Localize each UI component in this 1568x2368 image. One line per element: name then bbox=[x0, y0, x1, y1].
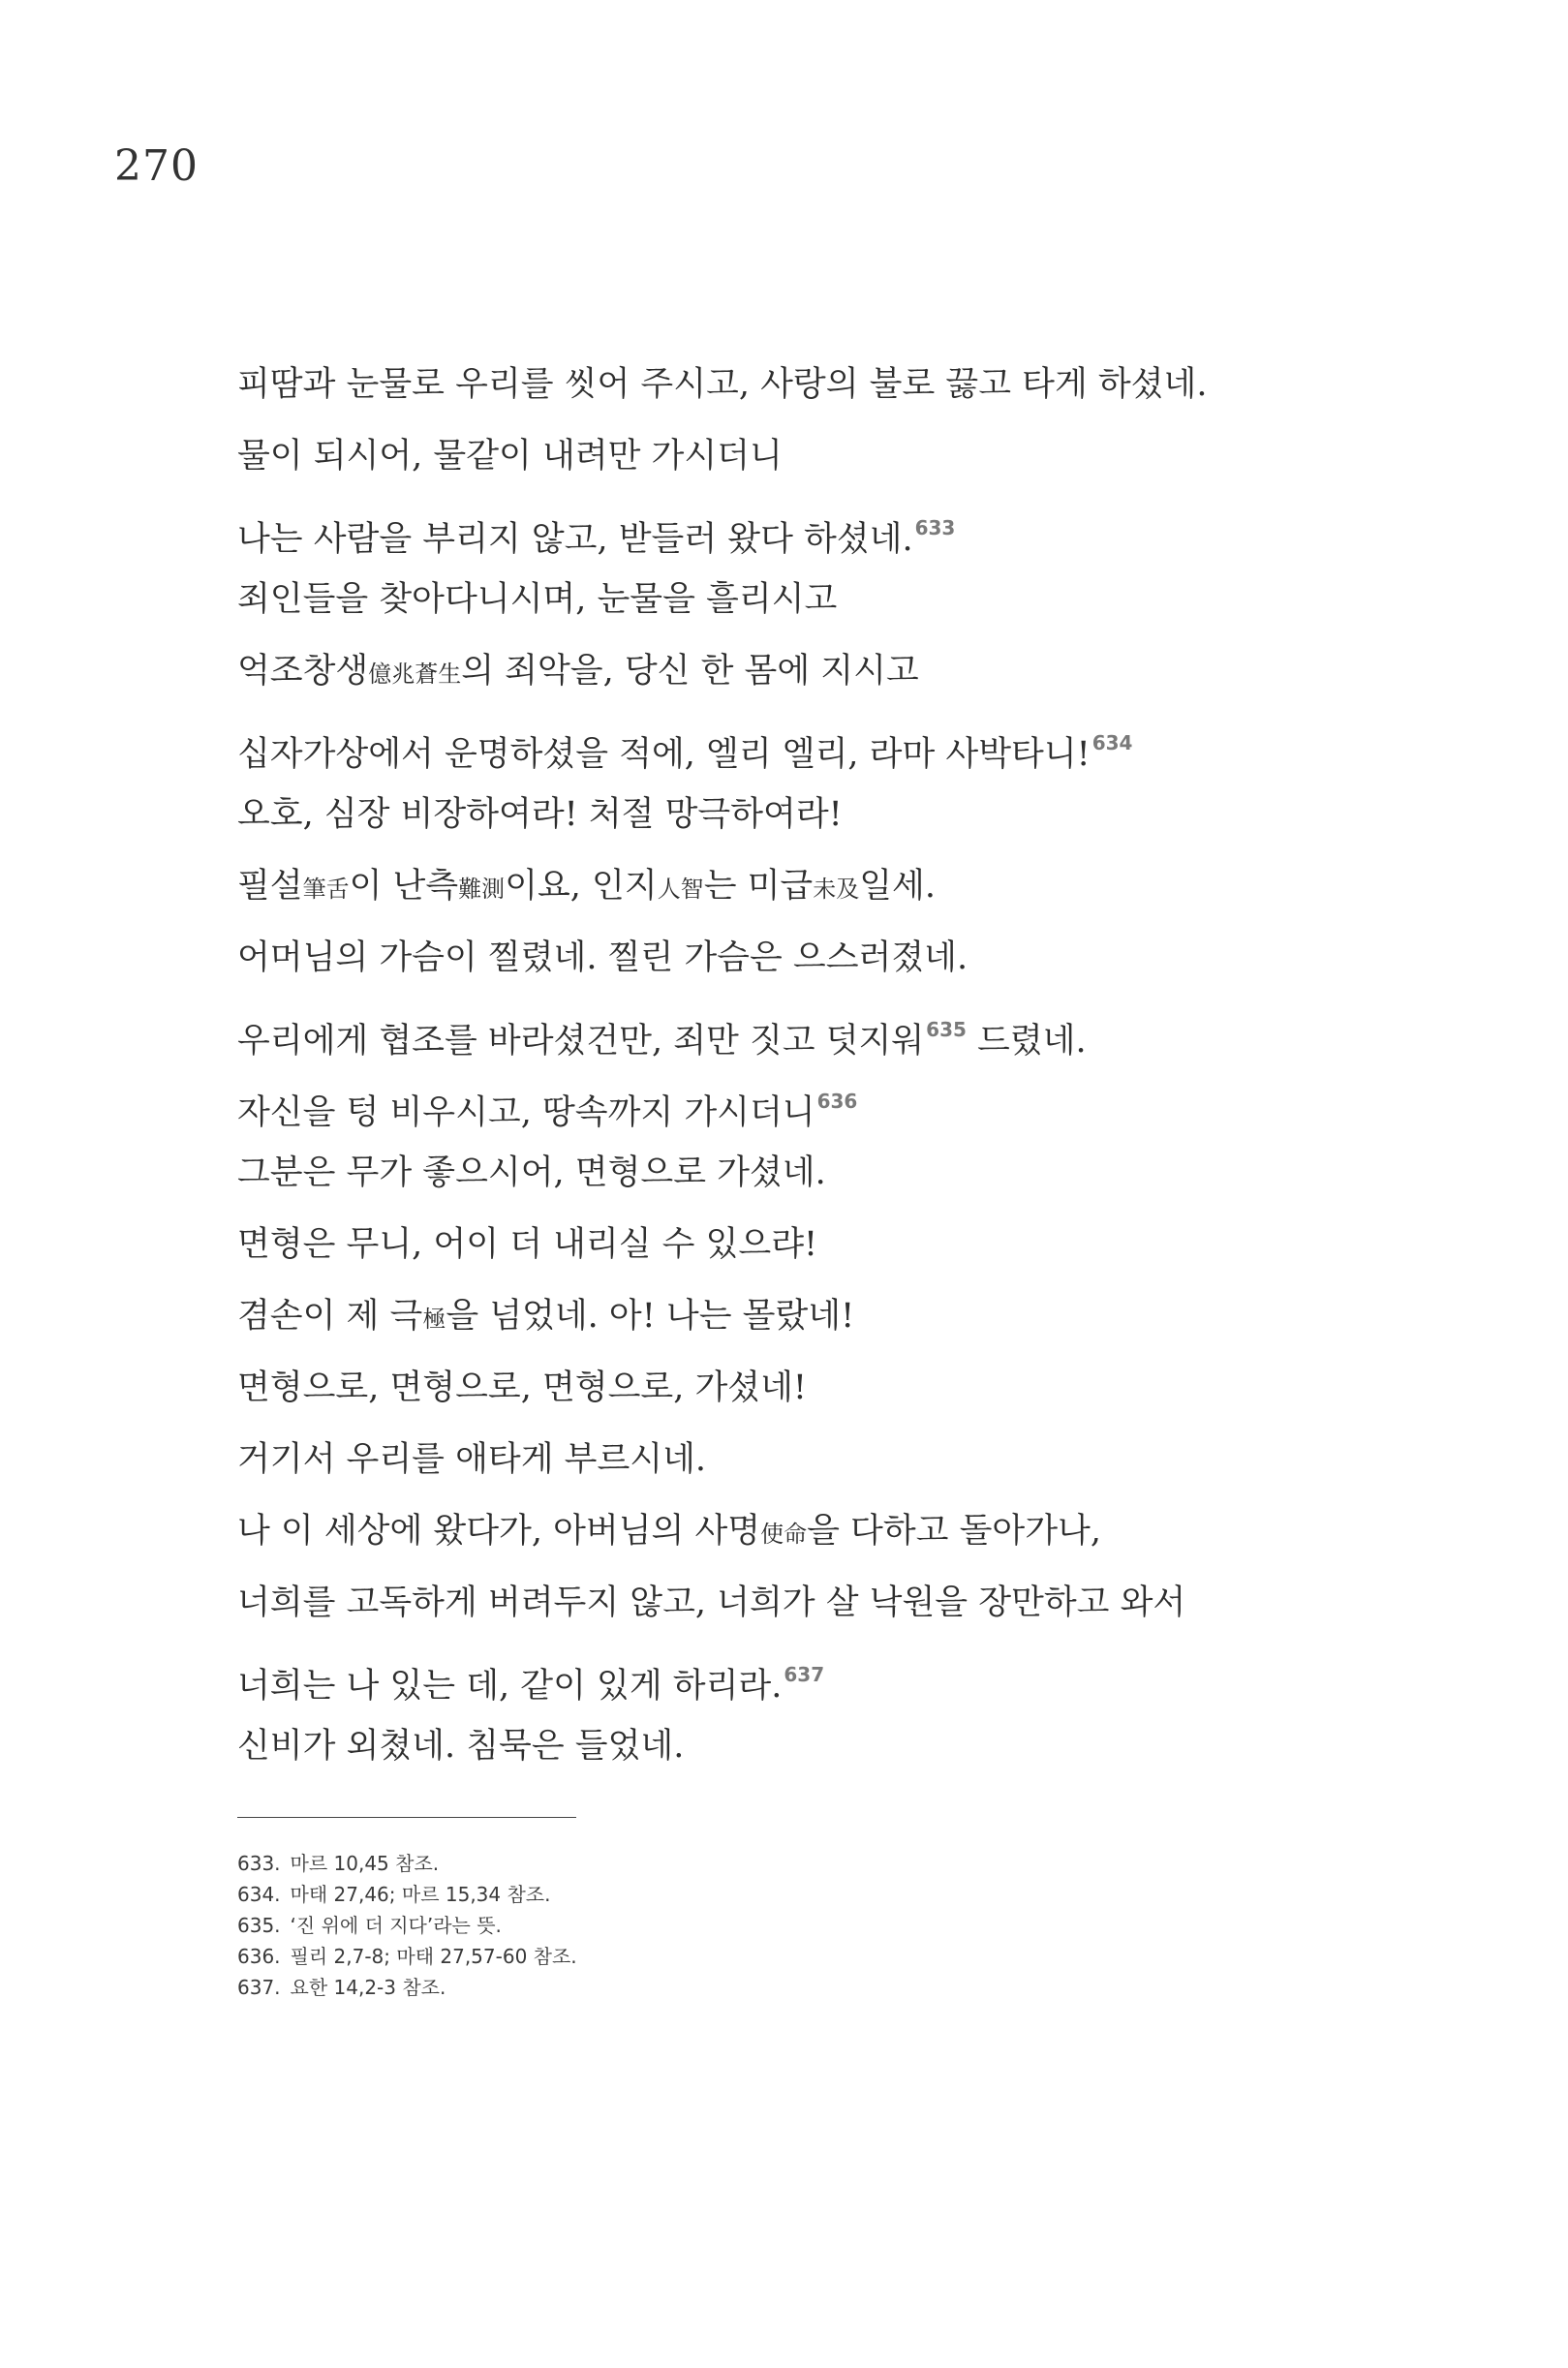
footnote-text: ‘진 위에 더 지다’라는 뜻. bbox=[290, 1914, 502, 1937]
footnote-item bbox=[237, 1945, 577, 1976]
page-number: 270 bbox=[114, 141, 199, 191]
poem-text: 나는 사람을 부리지 않고, 받들러 왔다 하셨네. bbox=[237, 520, 913, 559]
poem-text: 이 난측 bbox=[349, 867, 459, 906]
poem-line bbox=[237, 1220, 1380, 1292]
footnote-text: 마태 27,46; 마르 15,34 참조. bbox=[290, 1883, 551, 1906]
footnote-reference: 636 bbox=[816, 1090, 858, 1113]
poem-text: 신비가 외쳤네. 침묵은 들었네. bbox=[237, 1727, 685, 1766]
poem-text: 죄인들을 찾아다니시며, 눈물을 흘리시고 bbox=[237, 580, 838, 619]
hanja-gloss: 人智 bbox=[657, 876, 704, 903]
poem-text: 겸손이 제 극 bbox=[237, 1297, 423, 1336]
poem-text: 면형은 무니, 어이 더 내리실 수 있으랴! bbox=[237, 1225, 818, 1264]
poem-text: 십자가상에서 운명하셨을 적에, 엘리 엘리, 라마 사박타니! bbox=[237, 735, 1091, 774]
footnote-reference: 634 bbox=[1091, 731, 1133, 754]
poem-line bbox=[237, 504, 1380, 575]
poem-line bbox=[237, 934, 1380, 1005]
poem-text: 나 이 세상에 왔다가, 아버님의 사명 bbox=[237, 1512, 761, 1551]
poem-text: 물이 되시어, 물같이 내려만 가시더니 bbox=[237, 437, 783, 476]
hanja-gloss: 極 bbox=[422, 1306, 446, 1333]
footnote-number: 636. bbox=[237, 1945, 281, 1968]
footnote-number: 634. bbox=[237, 1883, 281, 1906]
footnote-item bbox=[237, 1976, 577, 2007]
footnotes-list bbox=[237, 1852, 577, 2007]
hanja-gloss: 難測 bbox=[458, 876, 506, 903]
poem-line bbox=[237, 647, 1380, 719]
hanja-gloss: 未及 bbox=[813, 876, 860, 903]
poem-text: 그분은 무가 좋으시어, 면형으로 가셨네. bbox=[237, 1153, 826, 1192]
poem-line bbox=[237, 360, 1380, 432]
poem-text: 너희는 나 있는 데, 같이 있게 하리라. bbox=[237, 1667, 783, 1706]
poem-line bbox=[237, 1364, 1380, 1435]
poem-text: 을 넘었네. 아! 나는 몰랐네! bbox=[446, 1297, 855, 1336]
hanja-gloss: 筆舌 bbox=[302, 876, 350, 903]
footnote-item bbox=[237, 1914, 577, 1945]
poem-line bbox=[237, 1149, 1380, 1220]
poem-line bbox=[237, 1579, 1380, 1650]
poem-line bbox=[237, 432, 1380, 504]
poem-line bbox=[237, 1005, 1380, 1077]
poem-body bbox=[237, 360, 1380, 1794]
poem-text: 거기서 우리를 애타게 부르시네. bbox=[237, 1440, 707, 1479]
footnote-number: 637. bbox=[237, 1976, 281, 1999]
hanja-gloss: 億兆蒼生 bbox=[368, 661, 462, 688]
poem-text: 피땀과 눈물로 우리를 씻어 주시고, 사랑의 불로 끓고 타게 하셨네. bbox=[237, 365, 1208, 404]
poem-text: 이요, 인지 bbox=[505, 867, 658, 906]
poem-text: 일세. bbox=[859, 867, 936, 906]
poem-text: 오호, 심장 비장하여라! 처절 망극하여라! bbox=[237, 795, 843, 834]
hanja-gloss: 使命 bbox=[760, 1521, 808, 1548]
poem-line bbox=[237, 575, 1380, 647]
poem-text: 면형으로, 면형으로, 면형으로, 가셨네! bbox=[237, 1369, 807, 1407]
footnote-text: 필리 2,7-8; 마태 27,57-60 참조. bbox=[290, 1945, 577, 1968]
footnote-item bbox=[237, 1883, 577, 1914]
poem-text: 우리에게 협조를 바라셨건만, 죄만 짓고 덧지워 bbox=[237, 1022, 925, 1061]
footnote-number: 635. bbox=[237, 1914, 281, 1937]
poem-text: 의 죄악을, 당신 한 몸에 지시고 bbox=[461, 652, 919, 691]
poem-text: 을 다하고 돌아가나, bbox=[807, 1512, 1101, 1551]
poem-line bbox=[237, 1435, 1380, 1507]
footnote-reference: 637 bbox=[784, 1663, 825, 1686]
footnote-text: 요한 14,2-3 참조. bbox=[290, 1976, 446, 1999]
footnote-divider bbox=[237, 1817, 576, 1818]
poem-line bbox=[237, 1507, 1380, 1579]
poem-text: 자신을 텅 비우시고, 땅속까지 가시더니 bbox=[237, 1093, 815, 1132]
footnote-reference: 633 bbox=[914, 516, 956, 539]
poem-line bbox=[237, 1077, 1380, 1149]
poem-line bbox=[237, 862, 1380, 934]
footnote-reference: 635 bbox=[926, 1018, 967, 1041]
footnote-item bbox=[237, 1852, 577, 1883]
poem-text: 드렸네. bbox=[966, 1022, 1087, 1061]
poem-text: 억조창생 bbox=[237, 652, 369, 691]
footnote-text: 마르 10,45 참조. bbox=[290, 1852, 440, 1875]
poem-line bbox=[237, 1722, 1380, 1794]
poem-text: 어머님의 가슴이 찔렸네. 찔린 가슴은 으스러졌네. bbox=[237, 938, 968, 977]
poem-text: 너희를 고독하게 버려두지 않고, 너희가 살 낙원을 장만하고 와서 bbox=[237, 1584, 1186, 1622]
poem-line bbox=[237, 719, 1380, 790]
poem-line bbox=[237, 1650, 1380, 1722]
poem-line bbox=[237, 1292, 1380, 1364]
poem-text: 필설 bbox=[237, 867, 303, 906]
footnote-number: 633. bbox=[237, 1852, 281, 1875]
poem-line bbox=[237, 790, 1380, 862]
poem-text: 는 미급 bbox=[703, 867, 814, 906]
